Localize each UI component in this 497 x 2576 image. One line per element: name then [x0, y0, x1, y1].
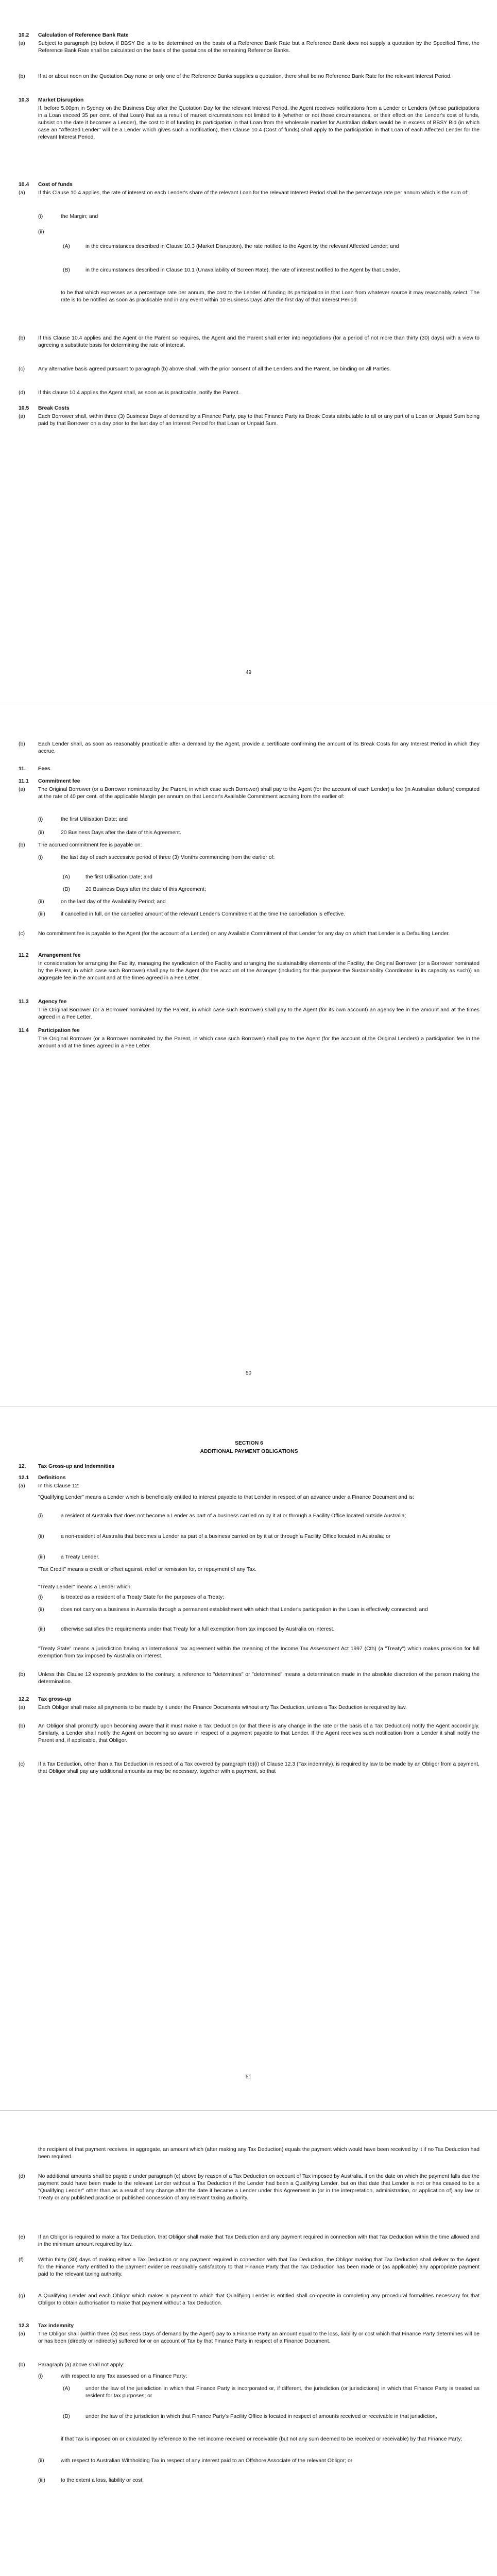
page-49: 10.2 Calculation of Reference Bank Rate (a) Subject to paragraph (b) below, if BBSY Bid is to be determined on the basis of a Reference Bank Rate but a Reference Bank does not supply a quotation by the Specified Time, the Reference Bank Rate shall be calculated on the basis of the quotations of the remaining Reference Banks. (b) If at or about noon on the Quotation Day none or only one of the Reference Banks supplies a quotation, there shall be no Reference Bank Rate for the relevant Interest Period. 10.3 Market Disruption If, before 5.00pm in Sydney on the Business Day after the Quotation Day for the relevant Interest Period, the Agent receives notifications from a Lender or Lenders (whose participations in a Loan exceed 35 per cent. of that Loan) that as a result of market circumstances not limited to it (whether or not those circumstances, or their effect on the Lender's cost of funds, subsist on the date it becomes a Lender), the cost to it of funding its participation in that Loan from the wholesale market for Australian dollars would be in excess of BBSY Bid (in which case an "Affected Lender" will be a Lender which gives such a notification), then Clause 10.4 (Cost of funds) shall apply to the participation in that Loan of each Affected Lender for the relevant Interest Period. 10.4 Cost of funds (a) If this Clause 10.4 applies, the rate of interest on each Lender's share of the relevant Loan for the relevant Interest Period shall be the percentage rate per annum which is the sum of: (i) the Margin; and (ii) (A) in the circumstances described in Clause 10.3 (Market Disruption), the rate notified to the Agent by the relevant Affected Lender; and (B) in the circumstances described in Clause 10.1 (Unavailability of Screen Rate), the rate of interest notified to the Agent by that Lender, to be that which expresses as a percentage rate per annum, the cost to the Lender of funding its participation in that Loan from whatever source it may reasonably select. The rate is to be notified as soon as practicable and in any event within 10 Business Days after the first day of that Interest Period. (b) If this Clause 10.4 applies and the Agent or the Parent so requires, the Agent and the Parent shall enter into negotiations (for a period of not more than thirty (30) days) with a view to agreeing a substitute basis for determining the rate of interest. (c) Any alternative basis agreed pursuant to paragraph (b) above shall, with the prior consent of all the Lenders and the Parent, be binding on all Parties. (d) If this clause 10.4 applies the Agent shall, as soon as is practicable, notify the Parent. 10.5 Break Costs (a) Each Borrower shall, within three (3) Business Days of demand by a Finance Party, pay to that Finance Party its Break Costs attributable to all or any part of a Loan or Unpaid Sum being paid by that Borrower on a day prior to the last day of an Interest Period for that Loan or Unpaid Sum. 49 [0, 0, 497, 701]
page-divider [0, 1406, 497, 1407]
section-title: ADDITIONAL PAYMENT OBLIGATIONS [200, 1449, 298, 1454]
section-label: SECTION 6 [235, 1440, 263, 1446]
page-52: the recipient of that payment receives, in aggregate, an amount which (after making any Tax Deduction) equals the payment which would have been received by it if no Tax Deduction had been required. (d) No additional amounts shall be payable under paragraph (c) above by reason of a Tax Deduction on account of Tax imposed by Australia, if on the date on which the payment falls due the payment could have been made to the relevant Lender without a Tax Deduction if the Lender had been a Qualifying Lender, but on that date that Lender is not or has ceased to be a "Qualifying Lender" other than as a result of any change after the date it became a Lender under this Agreement in (or in the interpretation, administration, or application of) any law or Treaty or any published practice or published concession of any relevant taxing authority. (e) If an Obligor is required to make a Tax Deduction, that Obligor shall make that Tax Deduction and any payment required in connection with that Tax Deduction within the time allowed and in the minimum amount required by law. (f) Within thirty (30) days of making either a Tax Deduction or any payment required in connection with that Tax Deduction, the Obligor making that Tax Deduction shall deliver to the Agent for the Finance Party entitled to the payment evidence reasonably satisfactory to that Finance Party that the Tax Deduction has been made or (as applicable) any appropriate payment paid to the relevant taxing authority. (g) A Qualifying Lender and each Obligor which makes a payment to which that Qualifying Lender is entitled shall co-operate in completing any procedural formalities necessary for that Obligor to obtain authorisation to make that payment without a Tax Deduction. 12.3 Tax indemnity (a) The Obligor shall (within three (3) Business Days of demand by the Agent) pay to a Finance Party an amount equal to the loss, liability or cost which that Finance Party determines will be or has been (directly or indirectly) suffered for or on account of Tax by that Finance Party in respect of a Finance Document. (b) Paragraph (a) above shall not apply: (i) with respect to any Tax assessed on a Finance Party: (A) under the law of the jurisdiction in which that Finance Party is incorporated or, if different, the jurisdiction (or jurisdictions) in which that Finance Party is treated as resident for tax purposes; or (B) under the law of the jurisdiction in which that Finance Party's Facility Office is located in respect of amounts received or receivable in that jurisdiction, if that Tax is imposed on or calculated by reference to the net income received or receivable (but not any sum deemed to be received or receivable) by that Finance Party; (ii) with respect to Australian Withholding Tax in respect of any interest paid to an Offshore Associate of the relevant Obligor; or (iii) to the extent a loss, liability or cost: [0, 2111, 497, 2576]
page-51: SECTION 6 ADDITIONAL PAYMENT OBLIGATIONS 12. Tax Gross-up and Indemnities 12.1 Definitions (a) In this Clause 12: "Qualifying Lender" means a Lender which is beneficially entitled to interest payable to that Lender in respect of an advance under a Finance Document and is: (i) a resident of Australia that does not become a Lender as part of a business carried on by it at or through a Facility Office located outside Australia; (ii) a non-resident of Australia that becomes a Lender as part of a business carried on by it at or through a Facility Office located in Australia; or (iii) a Treaty Lender. "Tax Credit" means a credit or offset against, relief or remission for, or repayment of any Tax. "Treaty Lender" means a Lender which: (i) is treated as a resident of a Treaty State for the purposes of a Treaty; (ii) does not carry on a business in Australia through a permanent establishment with which that Lender's participation in the Loan is effectively connected; and (iii) otherwise satisfies the requirements under that Treaty for a full exemption from tax imposed by Australia on interest. "Treaty State" means a jurisdiction having an international tax agreement within the meaning of the Income Tax Assessment Act 1997 (Cth) (a "Treaty") which makes provision for full exemption from tax imposed by Australia on interest. (b) Unless this Clause 12 expressly provides to the contrary, a reference to "determines" or "determined" means a determination made in the absolute discretion of the person making the determination. 12.2 Tax gross-up (a) Each Obligor shall make all payments to be made by it under the Finance Documents without any Tax Deduction, unless a Tax Deduction is required by law. (b) An Obligor shall promptly upon becoming aware that it must make a Tax Deduction (or that there is any change in the rate or the basis of a Tax Deduction) notify the Agent accordingly. Similarly, a Lender shall notify the Agent on becoming so aware in respect of a payment payable to that Lender. If the Agent receives such notification from a Lender it shall notify the Parent and, if applicable, that Obligor. (c) If a Tax Deduction, other than a Tax Deduction in respect of a Tax covered by paragraph (b)(i) of Clause 12.3 (Tax indemnity), is required by law to be made by an Obligor from a payment, that Obligor shall pay any additional amounts as may be necessary, together with a payment, so that 51 [0, 1408, 497, 2108]
page-number: 51 [245, 2074, 252, 2080]
page-number: 49 [245, 670, 252, 675]
page-divider [0, 2110, 497, 2111]
page-number: 50 [245, 1370, 252, 1376]
page-50: (b) Each Lender shall, as soon as reasonably practicable after a demand by the Agent, provide a certificate confirming the amount of its Break Costs for any Interest Period in which they accrue. 11. Fees 11.1 Commitment fee (a) The Original Borrower (or a Borrower nominated by the Parent, in which case such Borrower) shall pay to the Agent (for the account of each Lender) a fee (in Australian dollars) computed at the rate of 40 per cent. of the applicable Margin per annum on that Lender's Available Commitment accruing from the earlier of: (i) the first Utilisation Date; and (ii) 20 Business Days after the date of this Agreement. (b) The accrued commitment fee is payable on: (i) the last day of each successive period of three (3) Months commencing from the earlier of: (A) the first Utilisation Date; and (B) 20 Business Days after the date of this Agreement; (ii) on the last day of the Availability Period; and (iii) if cancelled in full, on the cancelled amount of the relevant Lender's Commitment at the time the cancellation is effective. (c) No commitment fee is payable to the Agent (for the account of a Lender) on any Available Commitment of that Lender for any day on which that Lender is a Defaulting Lender. 11.2 Arrangement fee In consideration for arranging the Facility, managing the syndication of the Facility and arranging the sustainability elements of the Facility, the Original Borrower (or a Borrower nominated by the Parent, in which case such Borrower) shall pay to the Agent (for the account of the Arranger (including for this purpose the Sustainability Coordinator in its capacity as such)) an aggregate fee in the amount and at the times agreed in a Fee Letter. 11.3 Agency fee The Original Borrower (or a Borrower nominated by the Parent, in which case such Borrower) shall pay to the Agent (for its own account) an agency fee in the amount and at the times agreed in a Fee Letter. 11.4 Participation fee The Original Borrower (or a Borrower nominated by the Parent, in which case such Borrower) shall pay to the Agent (for the account of the Original Lenders) a participation fee in the amount and at the times agreed in a Fee Letter. 50 [0, 704, 497, 1404]
